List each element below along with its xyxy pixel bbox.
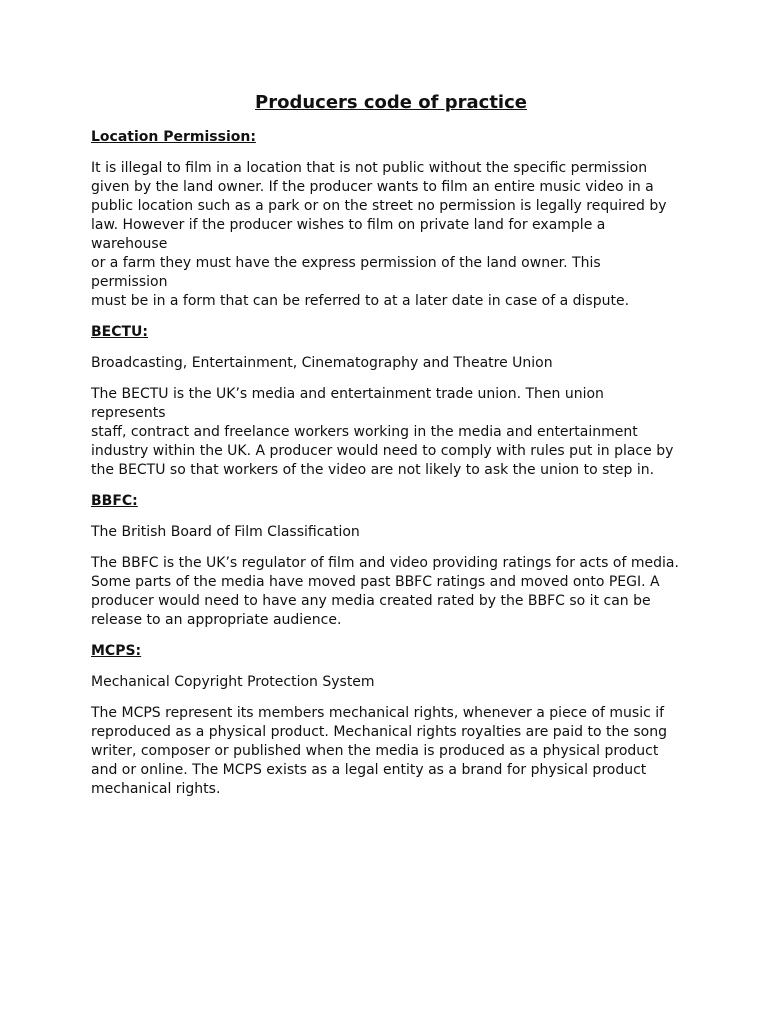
section-heading-mcps: MCPS: [91, 643, 142, 659]
section-heading-location-permission: Location Permission: [91, 129, 256, 145]
document-page [91, 92, 691, 811]
section-heading-bectu: BECTU: [91, 324, 149, 340]
mcps-paragraph: The MCPS represent its members mechanical rights, whenever a piece of music if reproduced as a physical product. Mechanical rights royalties are paid to the song writer, composer or published when the media is produced as a physical product and or online. The MCPS exists as a legal entity as a brand for physical product mechanical rights. [91, 705, 668, 797]
location-permission-paragraph: It is illegal to film in a location that is not public without the specific permission given by the land owner. If the producer wants to film an entire music video in a public location such as a park or on the street no permission is legally required by law. However if the producer wishes to film on private land for example a warehouse or a farm they must have the express permission of the land owner. This permission must be in a form that can be referred to at a later date in case of a dispute. [91, 160, 667, 309]
bbfc-paragraph: The BBFC is the UK’s regulator of film and video providing ratings for acts of media. Some parts of the media have moved past BBFC ratings and moved onto PEGI. A producer would need to have any media created rated by the BBFC so it can be release to an appropriate audience. [91, 555, 679, 628]
section-heading-bbfc: BBFC: [91, 493, 138, 509]
bectu-paragraph: The BECTU is the UK’s media and entertainment trade union. Then union represents staff, contract and freelance workers working in the media and entertainment industry within the UK. A producer would need to comply with rules put in place by the BECTU so that workers of the video are not likely to ask the union to step in. [91, 386, 674, 478]
bbfc-full-name: The British Board of Film Classification [91, 524, 360, 540]
mcps-full-name: Mechanical Copyright Protection System [91, 674, 375, 690]
document-title: Producers code of practice [255, 92, 527, 113]
bectu-full-name: Broadcasting, Entertainment, Cinematography and Theatre Union [91, 355, 553, 371]
